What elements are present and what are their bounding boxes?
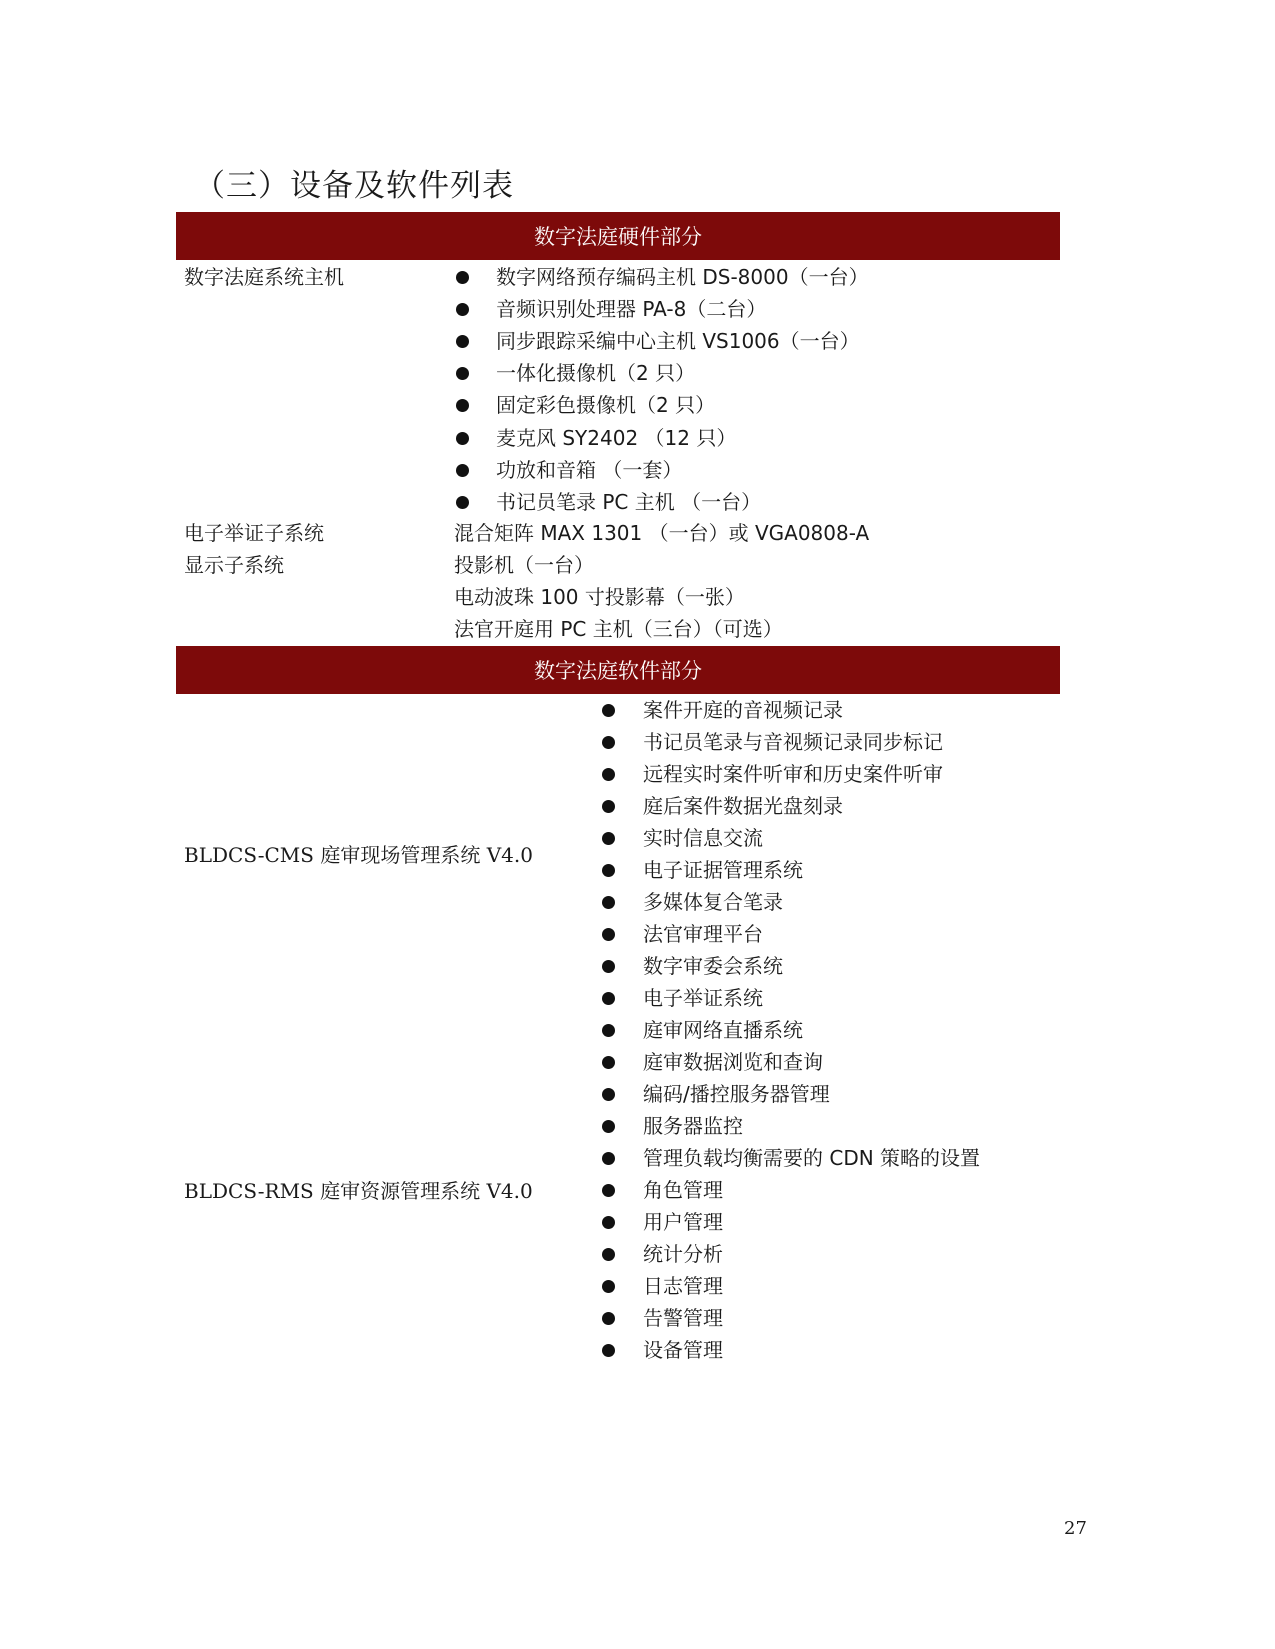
cms-list-item: 庭后案件数据光盘刻录: [643, 794, 843, 818]
bullet-icon: [456, 271, 469, 284]
rms-list-item: 管理负载均衡需要的 CDN 策略的设置: [643, 1146, 981, 1170]
bullet-icon: [602, 1344, 615, 1357]
rms-label: BLDCS-RMS 庭审资源管理系统 V4.0: [184, 1179, 533, 1203]
rms-list-item: 统计分析: [643, 1242, 723, 1266]
host-list-item: 音频识别处理器 PA-8（二台）: [496, 297, 767, 322]
evidence-value: 混合矩阵 MAX 1301 （一台）或 VGA0808-A: [454, 521, 870, 545]
bullet-icon: [602, 960, 615, 973]
bullet-icon: [602, 992, 615, 1005]
display-value-projector: 投影机（一台）: [454, 553, 594, 577]
page-number: 27: [1064, 1518, 1087, 1539]
rms-list-item: 设备管理: [643, 1338, 723, 1362]
cms-list-item: 远程实时案件听审和历史案件听审: [643, 762, 943, 786]
bullet-icon: [602, 1088, 615, 1101]
bullet-icon: [456, 496, 469, 509]
bullet-icon: [602, 1120, 615, 1133]
bullet-icon: [602, 1184, 615, 1197]
cms-list-item: 案件开庭的音视频记录: [643, 698, 843, 722]
bullet-icon: [602, 736, 615, 749]
bullet-icon: [602, 1216, 615, 1229]
bullet-icon: [602, 1152, 615, 1165]
bullet-icon: [602, 1056, 615, 1069]
bullet-icon: [602, 768, 615, 781]
bullet-icon: [456, 432, 469, 445]
bullet-icon: [456, 303, 469, 316]
host-list-item: 同步跟踪采编中心主机 VS1006（一台）: [496, 329, 860, 354]
bullet-icon: [602, 1248, 615, 1261]
rms-list-item: 角色管理: [643, 1178, 723, 1202]
cms-list-item: 数字审委会系统: [643, 954, 783, 978]
rms-list-item: 用户管理: [643, 1210, 723, 1234]
bullet-icon: [602, 864, 615, 877]
rms-list-item: 日志管理: [643, 1274, 723, 1298]
hardware-section-header: 数字法庭硬件部分: [176, 212, 1060, 260]
host-list-item: 一体化摄像机（2 只）: [496, 361, 696, 386]
evidence-label: 电子举证子系统: [184, 521, 324, 545]
bullet-icon: [456, 399, 469, 412]
cms-list-item: 法官审理平台: [643, 922, 763, 946]
rms-list-item: 编码/播控服务器管理: [643, 1082, 830, 1106]
software-section-header: 数字法庭软件部分: [176, 646, 1060, 694]
page-title: （三）设备及软件列表: [194, 168, 514, 204]
bullet-icon: [602, 1280, 615, 1293]
cms-list-item: 电子证据管理系统: [643, 858, 803, 882]
rms-list-item: 告警管理: [643, 1306, 723, 1330]
bullet-icon: [602, 1024, 615, 1037]
display-value-pc: 法官开庭用 PC 主机（三台）（可选）: [454, 617, 783, 641]
bullet-icon: [456, 367, 469, 380]
host-list-item: 固定彩色摄像机（2 只）: [496, 393, 716, 418]
host-list-item: 功放和音箱 （一套）: [496, 457, 683, 482]
bullet-icon: [602, 800, 615, 813]
bullet-icon: [602, 1312, 615, 1325]
cms-list-item: 多媒体复合笔录: [643, 890, 783, 914]
bullet-icon: [456, 464, 469, 477]
bullet-icon: [602, 704, 615, 717]
cms-label: BLDCS-CMS 庭审现场管理系统 V4.0: [184, 843, 533, 867]
bullet-icon: [602, 832, 615, 845]
host-list-item: 麦克风 SY2402 （12 只）: [496, 425, 737, 450]
bullet-icon: [602, 896, 615, 909]
bullet-icon: [602, 928, 615, 941]
host-list-item: 书记员笔录 PC 主机 （一台）: [496, 489, 762, 514]
cms-list-item: 庭审数据浏览和查询: [643, 1050, 823, 1074]
display-value-screen: 电动波珠 100 寸投影幕（一张）: [454, 585, 745, 609]
bullet-icon: [456, 335, 469, 348]
host-list-item: 数字网络预存编码主机 DS-8000（一台）: [496, 265, 869, 289]
cms-list-item: 庭审网络直播系统: [643, 1018, 803, 1042]
display-label: 显示子系统: [184, 553, 284, 577]
host-label: 数字法庭系统主机: [184, 265, 344, 289]
cms-list-item: 电子举证系统: [643, 986, 763, 1010]
rms-list-item: 服务器监控: [643, 1114, 743, 1138]
cms-list-item: 书记员笔录与音视频记录同步标记: [643, 730, 943, 754]
cms-list-item: 实时信息交流: [643, 826, 763, 850]
